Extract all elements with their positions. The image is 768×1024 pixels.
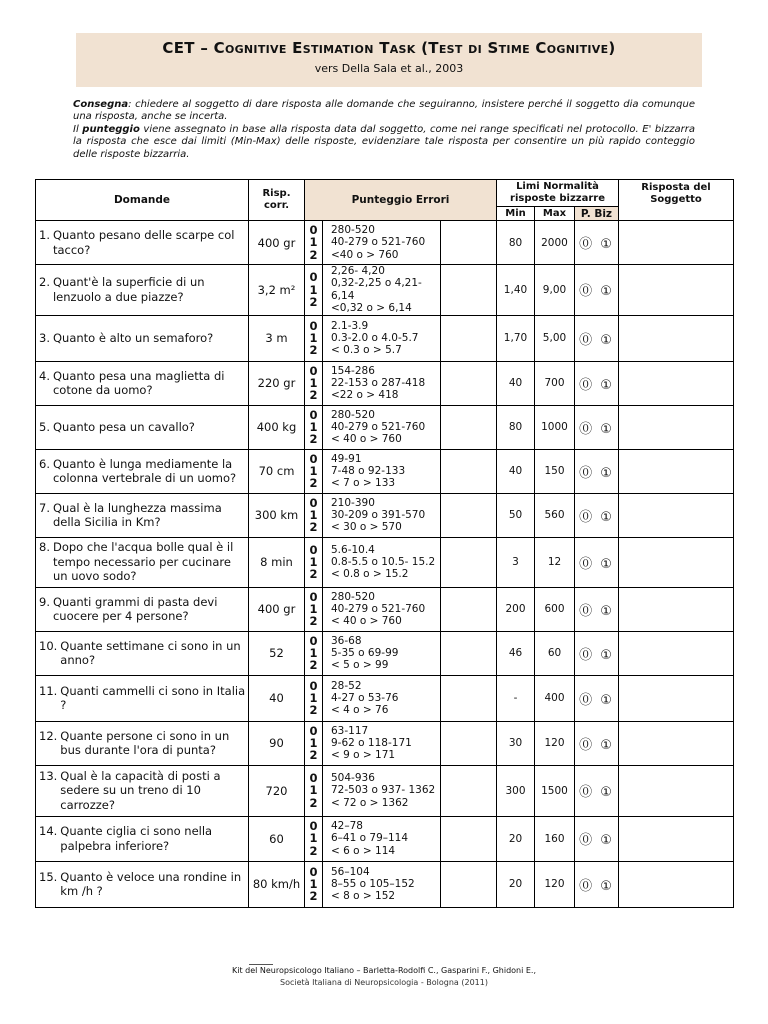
max-value: 600 xyxy=(535,587,575,631)
question-cell xyxy=(36,765,249,816)
header-pbiz: P. Biz xyxy=(575,207,619,221)
range-spacer xyxy=(441,265,497,316)
pbiz-choice[interactable]: ⓪ ① xyxy=(575,587,619,631)
range-spacer xyxy=(441,315,497,361)
correct-answer: 3 m xyxy=(249,315,305,361)
question-text: Quante settimane ci sono in un anno? xyxy=(60,638,241,668)
score-ranges xyxy=(323,493,441,537)
correct-answer: 220 gr xyxy=(249,361,305,405)
score-ranges xyxy=(323,765,441,816)
question-text: Qual è la lunghezza massima della Sicilia in Km? xyxy=(52,500,222,530)
range-2: < 72 o > 1362 xyxy=(331,796,409,809)
max-value: 150 xyxy=(535,449,575,493)
question-text: Quant'è la superficie di un lenzuolo a due piazze? xyxy=(52,275,205,304)
range-1: 7-48 o 92-133 xyxy=(331,464,406,477)
consegna-text: : chiedere al soggetto di dare risposta alle domande che seguiranno, insistere perché il soggetto dia comunque una risposta, anche se incerta. xyxy=(73,99,695,123)
pbiz-choice[interactable]: ⓪ ① xyxy=(575,221,619,265)
range-0: 36-68 xyxy=(331,634,362,647)
score-ranges xyxy=(323,361,441,405)
question-number: 14. xyxy=(39,824,58,839)
min-value: 50 xyxy=(497,493,535,537)
max-value: 9,00 xyxy=(535,265,575,316)
page-title: CET – Cognitive Estimation Task (Test di Stime Cognitive) xyxy=(162,39,616,57)
correct-answer: 40 xyxy=(249,675,305,721)
pbiz-choice[interactable]: ⓪ ① xyxy=(575,861,619,907)
range-0: 280-520 xyxy=(331,223,375,236)
question-cell xyxy=(36,537,249,587)
score-ranges xyxy=(323,449,441,493)
table-row xyxy=(36,587,734,631)
min-value: - xyxy=(497,675,535,721)
question-text: Quanto pesa un cavallo? xyxy=(52,419,195,434)
cet-table xyxy=(35,179,734,908)
range-0: 49-91 xyxy=(331,452,362,465)
footer-rule xyxy=(249,964,273,965)
score-ranges xyxy=(323,537,441,587)
score-ranges xyxy=(323,861,441,907)
max-value: 560 xyxy=(535,493,575,537)
question-number: 12. xyxy=(39,728,58,743)
score-ranges xyxy=(323,631,441,675)
score-levels: 0 1 2 xyxy=(305,721,323,765)
punteggio-pre: Il xyxy=(73,123,83,135)
table-row xyxy=(36,861,734,907)
max-value: 700 xyxy=(535,361,575,405)
correct-answer: 300 km xyxy=(249,493,305,537)
subject-answer-cell[interactable] xyxy=(619,221,734,265)
range-spacer xyxy=(441,221,497,265)
pbiz-choice[interactable]: ⓪ ① xyxy=(575,765,619,816)
range-2: < 6 o > 114 xyxy=(331,844,396,857)
table-row xyxy=(36,537,734,587)
max-value: 160 xyxy=(535,816,575,861)
page-subtitle: vers Della Sala et al., 2003 xyxy=(314,62,464,75)
table-row xyxy=(36,765,734,816)
range-2: < 30 o > 570 xyxy=(331,521,402,534)
range-0: 56–104 xyxy=(331,865,370,878)
min-value: 20 xyxy=(497,816,535,861)
question-cell xyxy=(36,449,249,493)
range-0: 504-936 xyxy=(331,772,375,785)
table-row xyxy=(36,449,734,493)
table-row xyxy=(36,405,734,449)
correct-answer: 90 xyxy=(249,721,305,765)
question-cell xyxy=(36,221,249,265)
punteggio-label: punteggio xyxy=(82,123,140,135)
range-1: 30-209 o 391-570 xyxy=(331,508,426,521)
min-value: 1,40 xyxy=(497,265,535,316)
pbiz-choice[interactable]: ⓪ ① xyxy=(575,675,619,721)
score-levels: 0 1 2 xyxy=(305,221,323,265)
range-1: 0.3-2.0 o 4.0-5.7 xyxy=(331,331,419,344)
subject-answer-cell[interactable] xyxy=(619,361,734,405)
pbiz-choice[interactable]: ⓪ ① xyxy=(575,265,619,316)
correct-answer: 400 gr xyxy=(249,221,305,265)
range-2: < 8 o > 152 xyxy=(331,890,396,903)
range-spacer xyxy=(441,631,497,675)
question-text: Quanti cammelli ci sono in Italia ? xyxy=(60,683,246,713)
range-2: <40 o > 760 xyxy=(331,248,399,261)
question-text: Quanto è veloce una rondine in km /h ? xyxy=(60,869,242,899)
question-number: 9. xyxy=(39,594,50,609)
range-0: 210-390 xyxy=(331,496,375,509)
range-spacer xyxy=(441,405,497,449)
range-1: 4-27 o 53-76 xyxy=(331,691,399,704)
range-spacer xyxy=(441,721,497,765)
range-spacer xyxy=(441,816,497,861)
score-ranges xyxy=(323,315,441,361)
question-text: Quanto è lunga mediamente la colonna vertebrale di un uomo? xyxy=(52,456,237,486)
score-levels: 0 1 2 xyxy=(305,449,323,493)
correct-answer: 400 gr xyxy=(249,587,305,631)
score-levels: 0 1 2 xyxy=(305,537,323,587)
range-1: 40-279 o 521-760 xyxy=(331,602,426,615)
score-ranges xyxy=(323,721,441,765)
question-number: 7. xyxy=(39,500,50,515)
max-value: 1500 xyxy=(535,765,575,816)
subject-answer-cell[interactable] xyxy=(619,315,734,361)
pbiz-choice[interactable]: ⓪ ① xyxy=(575,449,619,493)
score-levels: 0 1 2 xyxy=(305,361,323,405)
pbiz-choice[interactable]: ⓪ ① xyxy=(575,537,619,587)
question-cell xyxy=(36,315,249,361)
range-2: < 4 o > 76 xyxy=(331,704,389,717)
pbiz-choice[interactable]: ⓪ ① xyxy=(575,493,619,537)
header-min: Min xyxy=(497,207,535,221)
question-cell xyxy=(36,265,249,316)
range-spacer xyxy=(441,587,497,631)
range-0: 42–78 xyxy=(331,820,363,833)
question-text: Quante ciglia ci sono nella palpebra inferiore? xyxy=(60,824,213,853)
table-row xyxy=(36,816,734,861)
punteggio-text: viene assegnato in base alla risposta data dal soggetto, come nei range specificati nel protocollo. E' bizzarra la risposta che esce dai limiti (Min-Max) delle risposte, evidenziare tale risposta per consentire un più rapido conteggio delle risposte bizzarria. xyxy=(73,123,695,160)
question-text: Quanto pesano delle scarpe col tacco? xyxy=(52,228,235,257)
range-1: 9-62 o 118-171 xyxy=(331,736,412,749)
consegna-label: Consegna xyxy=(73,99,129,110)
range-0: 28-52 xyxy=(331,679,362,692)
header-risp-corr: Risp. corr. xyxy=(249,180,305,221)
subject-answer-cell[interactable] xyxy=(619,449,734,493)
question-number: 11. xyxy=(39,683,58,698)
pbiz-choice[interactable]: ⓪ ① xyxy=(575,315,619,361)
range-2: < 9 o > 171 xyxy=(331,749,396,762)
correct-answer: 60 xyxy=(249,816,305,861)
score-levels: 0 1 2 xyxy=(305,861,323,907)
min-value: 40 xyxy=(497,449,535,493)
table-row xyxy=(36,265,734,316)
max-value: 60 xyxy=(535,631,575,675)
question-text: Quanto è alto un semaforo? xyxy=(52,330,214,345)
score-levels: 0 1 2 xyxy=(305,816,323,861)
footer-line2: Società Italiana di Neuropsicologia - Bologna (2011) xyxy=(280,978,488,987)
range-0: 2.1-3.9 xyxy=(331,319,369,332)
range-2: < 5 o > 99 xyxy=(331,659,389,672)
max-value: 120 xyxy=(535,721,575,765)
range-0: 2,26- 4,20 xyxy=(331,265,385,277)
question-number: 3. xyxy=(39,330,50,345)
question-cell xyxy=(36,405,249,449)
max-value: 120 xyxy=(535,861,575,907)
range-2: < 0.8 o > 15.2 xyxy=(331,568,409,581)
min-value: 300 xyxy=(497,765,535,816)
subject-answer-cell[interactable] xyxy=(619,765,734,816)
min-value: 3 xyxy=(497,537,535,587)
range-spacer xyxy=(441,765,497,816)
score-ranges xyxy=(323,221,441,265)
range-0: 63-117 xyxy=(331,724,369,737)
range-2: <0,32 o > 6,14 xyxy=(331,302,412,315)
correct-answer: 52 xyxy=(249,631,305,675)
question-cell xyxy=(36,861,249,907)
score-ranges xyxy=(323,587,441,631)
subject-answer-cell[interactable] xyxy=(619,265,734,316)
range-2: <22 o > 418 xyxy=(331,389,399,402)
question-cell xyxy=(36,721,249,765)
question-text: Qual è la capacità di posti a sedere su un treno di 10 carrozze? xyxy=(60,768,221,812)
score-ranges xyxy=(323,405,441,449)
range-spacer xyxy=(441,493,497,537)
max-value: 5,00 xyxy=(535,315,575,361)
header-limiti: Limi Normalità risposte bizzarre xyxy=(497,180,619,207)
question-cell xyxy=(36,631,249,675)
question-cell xyxy=(36,675,249,721)
score-levels: 0 1 2 xyxy=(305,765,323,816)
table-row xyxy=(36,315,734,361)
score-levels: 0 1 2 xyxy=(305,493,323,537)
min-value: 20 xyxy=(497,861,535,907)
range-1: 22-153 o 287-418 xyxy=(331,376,426,389)
subject-answer-cell[interactable] xyxy=(619,675,734,721)
question-text: Quanti grammi di pasta devi cuocere per 4 persone? xyxy=(52,594,218,624)
correct-answer: 400 kg xyxy=(249,405,305,449)
correct-answer: 720 xyxy=(249,765,305,816)
subject-answer-cell[interactable] xyxy=(619,537,734,587)
min-value: 1,70 xyxy=(497,315,535,361)
correct-answer: 70 cm xyxy=(249,449,305,493)
question-number: 10. xyxy=(39,638,58,653)
table-row xyxy=(36,721,734,765)
range-2: < 40 o > 760 xyxy=(331,433,402,446)
question-number: 13. xyxy=(39,768,58,783)
range-0: 280-520 xyxy=(331,408,375,421)
header-domande: Domande xyxy=(36,180,249,221)
pbiz-choice[interactable]: ⓪ ① xyxy=(575,405,619,449)
min-value: 80 xyxy=(497,221,535,265)
question-text: Quanto pesa una maglietta di cotone da uomo? xyxy=(52,368,225,398)
table-row xyxy=(36,631,734,675)
header-max: Max xyxy=(535,207,575,221)
range-1: 0.8-5.5 o 10.5- 15.2 xyxy=(331,555,436,568)
score-levels: 0 1 2 xyxy=(305,405,323,449)
min-value: 80 xyxy=(497,405,535,449)
range-spacer xyxy=(441,675,497,721)
table-row xyxy=(36,361,734,405)
question-text: Quante persone ci sono in un bus durante l'ora di punta? xyxy=(60,728,230,758)
score-levels: 0 1 2 xyxy=(305,631,323,675)
header-risposta-soggetto: Risposta del Soggetto xyxy=(619,180,734,221)
question-number: 15. xyxy=(39,869,58,884)
subject-answer-cell[interactable] xyxy=(619,721,734,765)
max-value: 12 xyxy=(535,537,575,587)
range-0: 154-286 xyxy=(331,364,375,377)
max-value: 2000 xyxy=(535,221,575,265)
range-2: < 40 o > 760 xyxy=(331,615,402,628)
min-value: 46 xyxy=(497,631,535,675)
correct-answer: 80 km/h xyxy=(249,861,305,907)
score-ranges xyxy=(323,675,441,721)
consegna-paragraph xyxy=(73,99,695,124)
range-spacer xyxy=(441,449,497,493)
question-cell xyxy=(36,816,249,861)
subject-answer-cell[interactable] xyxy=(619,493,734,537)
subject-answer-cell[interactable] xyxy=(619,631,734,675)
question-text: Dopo che l'acqua bolle qual è il tempo necessario per cucinare un uovo sodo? xyxy=(52,540,234,584)
correct-answer: 3,2 m² xyxy=(249,265,305,316)
max-value: 400 xyxy=(535,675,575,721)
min-value: 40 xyxy=(497,361,535,405)
range-2: < 0.3 o > 5.7 xyxy=(331,344,402,357)
pbiz-choice[interactable]: ⓪ ① xyxy=(575,816,619,861)
pbiz-choice[interactable]: ⓪ ① xyxy=(575,721,619,765)
subject-answer-cell[interactable] xyxy=(619,587,734,631)
pbiz-choice[interactable]: ⓪ ① xyxy=(575,361,619,405)
title-banner xyxy=(76,33,702,87)
table-row xyxy=(36,493,734,537)
question-cell xyxy=(36,587,249,631)
score-ranges xyxy=(323,816,441,861)
min-value: 200 xyxy=(497,587,535,631)
subject-answer-cell[interactable] xyxy=(619,861,734,907)
max-value: 1000 xyxy=(535,405,575,449)
score-levels: 0 1 2 xyxy=(305,315,323,361)
instructions xyxy=(73,99,695,161)
question-number: 2. xyxy=(39,275,50,290)
subject-answer-cell[interactable] xyxy=(619,816,734,861)
range-1: 8–55 o 105–152 xyxy=(331,877,415,890)
range-spacer xyxy=(441,861,497,907)
score-levels: 0 1 2 xyxy=(305,675,323,721)
footer-line1: Kit del Neuropsicologo Italiano – Barletta-Rodolfi C., Gasparini F., Ghidoni E., xyxy=(231,966,537,975)
question-number: 8. xyxy=(39,540,50,555)
range-1: 40-279 o 521-760 xyxy=(331,236,426,249)
score-levels: 0 1 2 xyxy=(305,587,323,631)
min-value: 30 xyxy=(497,721,535,765)
punteggio-paragraph xyxy=(73,124,695,161)
question-number: 5. xyxy=(39,419,50,434)
correct-answer: 8 min xyxy=(249,537,305,587)
subject-answer-cell[interactable] xyxy=(619,405,734,449)
range-0: 5.6-10.4 xyxy=(331,543,375,556)
range-1: 6–41 o 79–114 xyxy=(331,832,409,845)
table-row xyxy=(36,221,734,265)
header-punteggio-errori: Punteggio Errori xyxy=(305,180,497,221)
table-body xyxy=(36,221,734,908)
question-cell xyxy=(36,493,249,537)
question-number: 1. xyxy=(39,228,50,242)
question-number: 6. xyxy=(39,456,50,471)
range-1: 5-35 o 69-99 xyxy=(331,646,399,659)
pbiz-choice[interactable]: ⓪ ① xyxy=(575,631,619,675)
score-levels: 0 1 2 xyxy=(305,265,323,316)
range-0: 280-520 xyxy=(331,590,375,603)
score-ranges xyxy=(323,265,441,316)
range-1: 0,32-2,25 o 4,21- 6,14 xyxy=(331,277,422,302)
question-cell xyxy=(36,361,249,405)
range-spacer xyxy=(441,361,497,405)
question-number: 4. xyxy=(39,368,50,383)
range-spacer xyxy=(441,537,497,587)
range-1: 72-503 o 937- 1362 xyxy=(331,784,436,797)
range-2: < 7 o > 133 xyxy=(331,477,396,490)
range-1: 40-279 o 521-760 xyxy=(331,420,426,433)
table-row xyxy=(36,675,734,721)
